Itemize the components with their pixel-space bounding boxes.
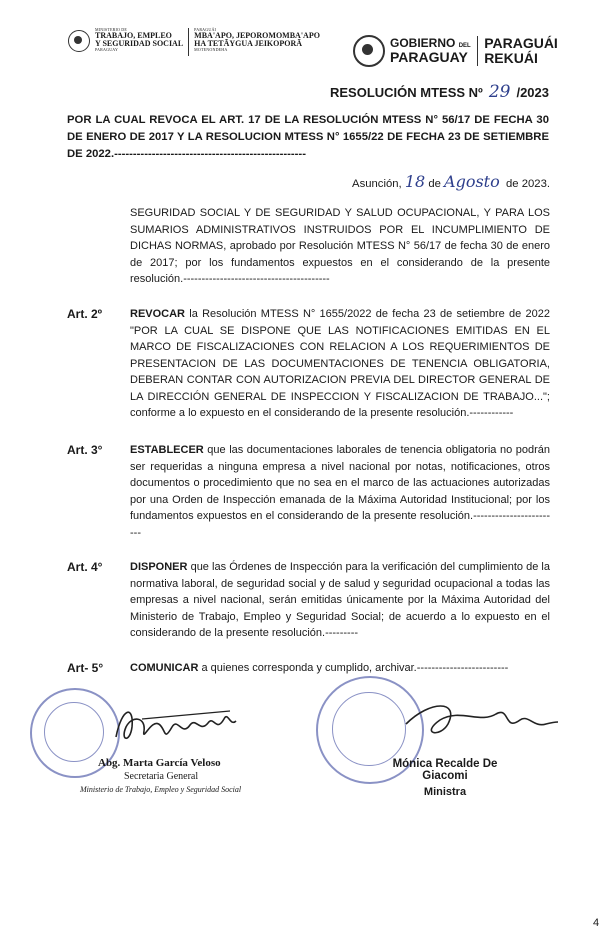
article-label: Art. 3° xyxy=(67,443,103,457)
page-number: 4 xyxy=(593,917,600,929)
article-label: Art- 5° xyxy=(67,661,104,675)
article-label: Art. 2º xyxy=(67,307,103,321)
ministry-name-spanish: MINISTERIO DE TRABAJO, EMPLEO Y SEGURIDAD SOCIAL PARAGUAY xyxy=(95,27,184,52)
article-2-text: REVOCAR la Resolución MTESS N° 1655/2022 de fecha 23 de setiembre de 2022 "POR LA CUAL SE DISPONE QUE LAS NOTIFICACIONES EMITIDAS EN EL MARCO DE FISCALIZACIONES CON RELACION A LOS REQUERIMIENTOS DE PRESENTACION DE LAS DOCUMENTACIONES DE TENENCIA OBLIGATORIA, DEBERAN CONTAR CON AUTORIZACION PREVIA DEL DIRECTOR GENERAL DE LA DIRECCIÓN GENERAL DE INSPECCION Y FISCALIZACION DE TRABAJO..."; conforme a lo expuesto en el considerando de la presente resolución.------------ xyxy=(130,308,550,419)
right-signatory-role: Ministra xyxy=(423,786,467,798)
right-signatory-name: Mónica Recalde De Giacomi xyxy=(392,758,498,782)
continued-paragraph: SEGURIDAD SOCIAL Y DE SEGURIDAD Y SALUD OCUPACIONAL, Y PARA LOS SUMARIOS ADMINISTRATIVOS INSTRUIDOS POR EL INCUMPLIMIENTO DE DICHAS NORMAS, aprobado por Resolución MTESS N° 56/17 de fecha 30 de enero de 2017; por los fundamentos expuestos en el considerando de la presente resolución.---------------------------------------- xyxy=(130,207,550,285)
left-signatory-name: Abg. Marta García Veloso xyxy=(98,757,221,769)
right-signature-icon xyxy=(400,694,560,754)
article-4-text: DISPONER que las Órdenes de Inspección para la verificación del cumplimiento de la normativa laboral, de seguridad social y de salud y seguridad ocupacional a todas las empresas a nivel nacional, serán emitidas únicamente por la Máxima Autoridad del Ministerio de Trabajo, Empleo y Seguridad Social; de acuerdo a lo expuesto en el considerando de la presente resolución.--------- xyxy=(130,561,550,639)
resolution-title: POR LA CUAL REVOCA EL ART. 17 DE LA RESOLUCIÓN MTESS N° 56/17 DE FECHA 30 DE ENERO DE 2017 Y LA RESOLUCION MTESS N° 1655/22 DE FECHA 23 DE SETIEMBRE DE 2022.--------------------------------------------------- xyxy=(67,114,549,160)
government-divider xyxy=(477,36,479,66)
left-signatory-ministry: Ministerio de Trabajo, Empleo y Seguridad Social xyxy=(80,785,242,794)
right-signatory-block xyxy=(370,758,520,798)
government-name: GOBIERNO DEL PARAGUAY xyxy=(390,36,471,65)
date-line: Asunción, 18 de Agosto de 2023. xyxy=(352,172,550,191)
government-name-guarani: PARAGUÁI REKUÁI xyxy=(484,35,558,66)
ministry-seal-icon xyxy=(68,30,90,52)
government-logo xyxy=(353,35,558,67)
national-seal-icon xyxy=(353,35,385,67)
left-signatory-block xyxy=(80,757,242,796)
article-5-text: COMUNICAR a quienes corresponda y cumplido, archivar.------------------------- xyxy=(130,662,509,674)
header-divider xyxy=(188,28,189,56)
left-signature-icon xyxy=(112,697,242,757)
resolution-heading: RESOLUCIÓN MTESS Nº 29 /2023 xyxy=(329,82,549,102)
date-day: 18 xyxy=(404,172,426,191)
ministry-name-guarani: PARAGUÁI MBA'APO, JEPOROMOMBA'APO HA TETÃYGUA JEIKOPORÃ MOTENONDEHA xyxy=(194,27,320,52)
date-month: Agosto xyxy=(444,172,500,191)
left-signatory-role: Secretaria General xyxy=(124,771,199,782)
resolution-number: 29 xyxy=(488,82,511,102)
article-3-text: ESTABLECER que las documentaciones laborales de tenencia obligatoria no podrán ser requeridas a ninguna empresa a nivel nacional por notas, notificaciones, otros documentos o procedimiento que no sea en el marco de las actuaciones autorizadas por una Orden de Inspección emanada de la Máxima Autoridad Institucional; por los fundamentos expuestos en el considerando de la presente resolución.------------------------ xyxy=(130,444,550,539)
ministry-logo xyxy=(68,28,320,56)
article-label: Art. 4° xyxy=(67,560,103,574)
